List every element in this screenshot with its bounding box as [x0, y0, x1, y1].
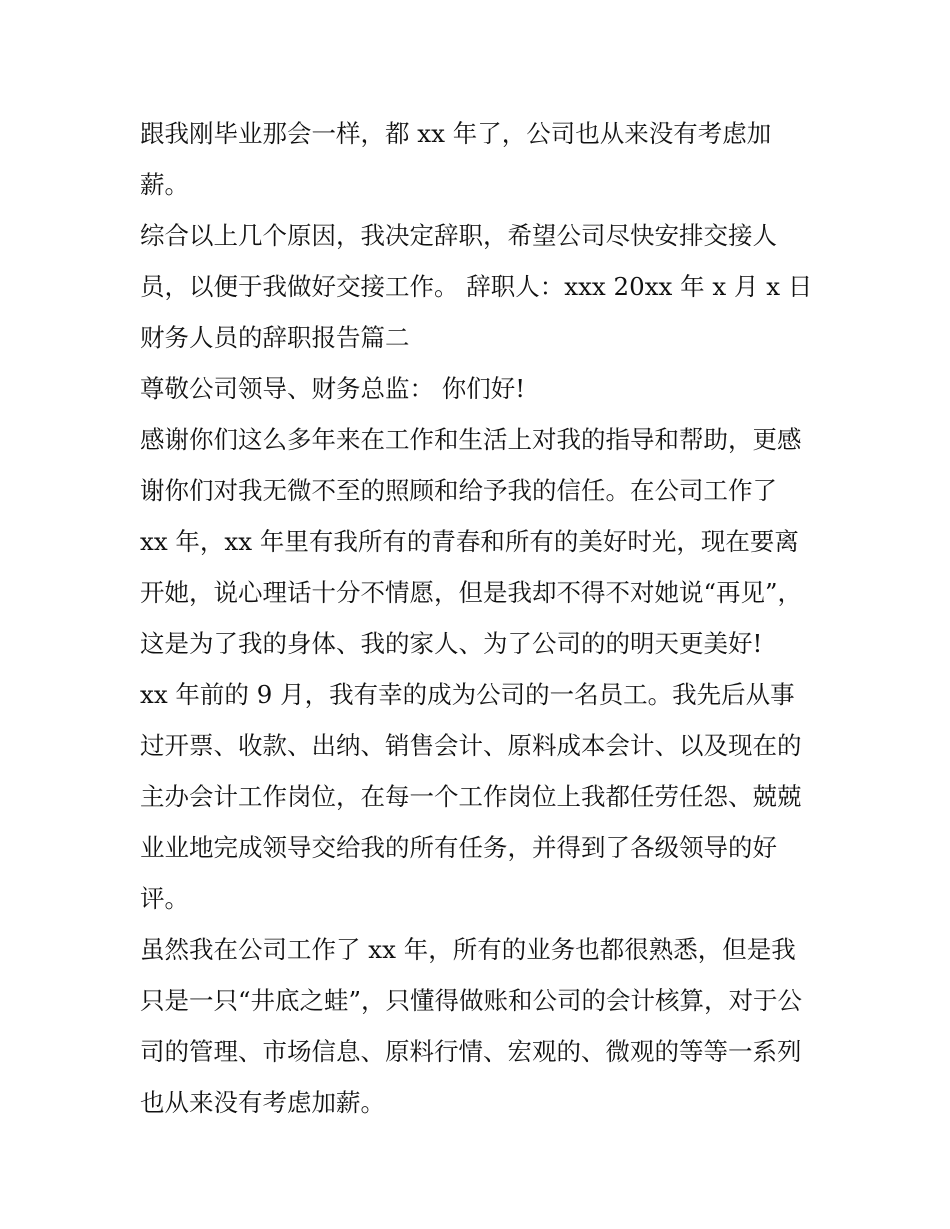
text-line: 感谢你们这么多年来在工作和生活上对我的指导和帮助，更感	[140, 425, 802, 454]
section-heading: 财务人员的辞职报告篇二	[140, 323, 410, 352]
text-line: 综合以上几个原因，我决定辞职，希望公司尽快安排交接人	[140, 221, 777, 250]
text-line: 评。	[140, 884, 189, 913]
text-line: xx 年前的 9 月，我有幸的成为公司的一名员工。我先后从事	[140, 680, 795, 709]
text-line: 虽然我在公司工作了 xx 年，所有的业务也都很熟悉，但是我	[140, 935, 796, 964]
text-line: 薪。	[140, 170, 189, 199]
text-line: 只是一只“井底之蛙”，只懂得做账和公司的会计核算，对于公	[140, 986, 803, 1015]
text-line: 也从来没有考虑加薪。	[140, 1088, 385, 1117]
salutation: 尊敬公司领导、财务总监： 你们好!	[140, 374, 526, 403]
text-line: 谢你们对我无微不至的照顾和给予我的信任。在公司工作了	[140, 476, 777, 505]
text-line: xx 年，xx 年里有我所有的青春和所有的美好时光，现在要离	[140, 527, 799, 556]
text-line: 过开票、收款、出纳、销售会计、原料成本会计、以及现在的	[140, 731, 802, 760]
text-line: 司的管理、市场信息、原料行情、宏观的、微观的等等一系列	[140, 1037, 802, 1066]
document-body	[140, 108, 820, 1128]
text-line: 业业地完成领导交给我的所有任务，并得到了各级领导的好	[140, 833, 777, 862]
text-line: 这是为了我的身体、我的家人、为了公司的的明天更美好!	[140, 629, 763, 658]
text-line: 跟我刚毕业那会一样，都 xx 年了，公司也从来没有考虑加	[140, 119, 772, 148]
text-line: 员，以便于我做好交接工作。 辞职人：xxx 20xx 年 x 月 x 日	[140, 272, 813, 301]
text-line: 开她，说心理话十分不情愿，但是我却不得不对她说“再见”，	[140, 578, 803, 607]
text-line: 主办会计工作岗位，在每一个工作岗位上我都任劳任怨、兢兢	[140, 782, 802, 811]
